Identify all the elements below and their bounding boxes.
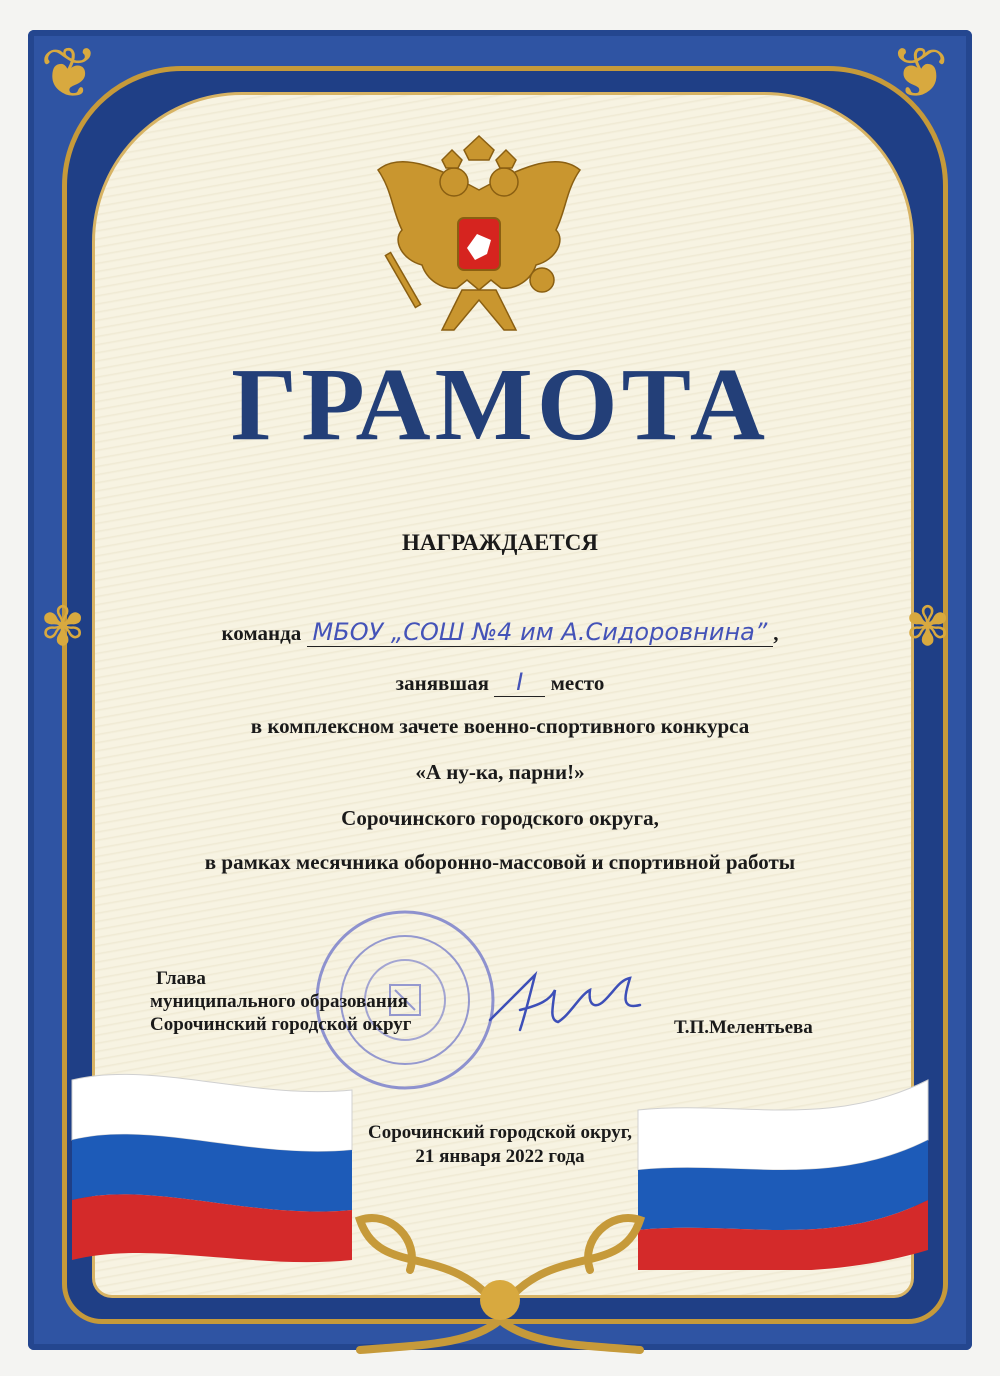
coat-of-arms-icon (372, 130, 586, 350)
certificate-title: ГРАМОТА (231, 347, 769, 462)
signatory-position (150, 967, 411, 1036)
place-label-after: место (550, 671, 605, 695)
footer-date: 21 января 2022 года (415, 1146, 585, 1167)
side-ornament-icon: ✾ (905, 597, 951, 657)
text-line-2: «А ну-ка, парни!» (415, 760, 585, 784)
text-line-3: Сорочинского городского округа, (341, 806, 659, 830)
team-line (0, 618, 1000, 646)
team-comma: , (773, 621, 779, 645)
handwritten-signature-icon (480, 960, 650, 1040)
position-line-3: Сорочинский городской округ (150, 1014, 412, 1035)
place-label-before: занявшая (395, 671, 489, 695)
text-line-1: в комплексном зачете военно-спортивного конкурса (250, 714, 750, 738)
place-value-handwritten: I (494, 668, 545, 697)
team-label: команда (221, 621, 302, 645)
awarded-heading: НАГРАЖДАЕТСЯ (402, 530, 598, 555)
signer-name: Т.П.Мелентьева (674, 1017, 813, 1038)
corner-ornament-icon: ❦ (890, 36, 949, 113)
footer-place: Сорочинский городской округ, (367, 1122, 633, 1143)
place-line (0, 668, 1000, 696)
corner-ornament-icon: ❦ (40, 36, 99, 113)
position-line-1: Глава (156, 968, 206, 989)
team-name-handwritten: МБОУ „СОШ №4 им А.Сидоровнина” (307, 618, 774, 647)
gold-ornament-icon (300, 1160, 700, 1360)
side-ornament-icon: ✾ (40, 597, 86, 657)
text-line-4: в рамках месячника оборонно-массовой и спортивной работы (204, 850, 796, 874)
position-line-2: муниципального образования (150, 991, 408, 1012)
